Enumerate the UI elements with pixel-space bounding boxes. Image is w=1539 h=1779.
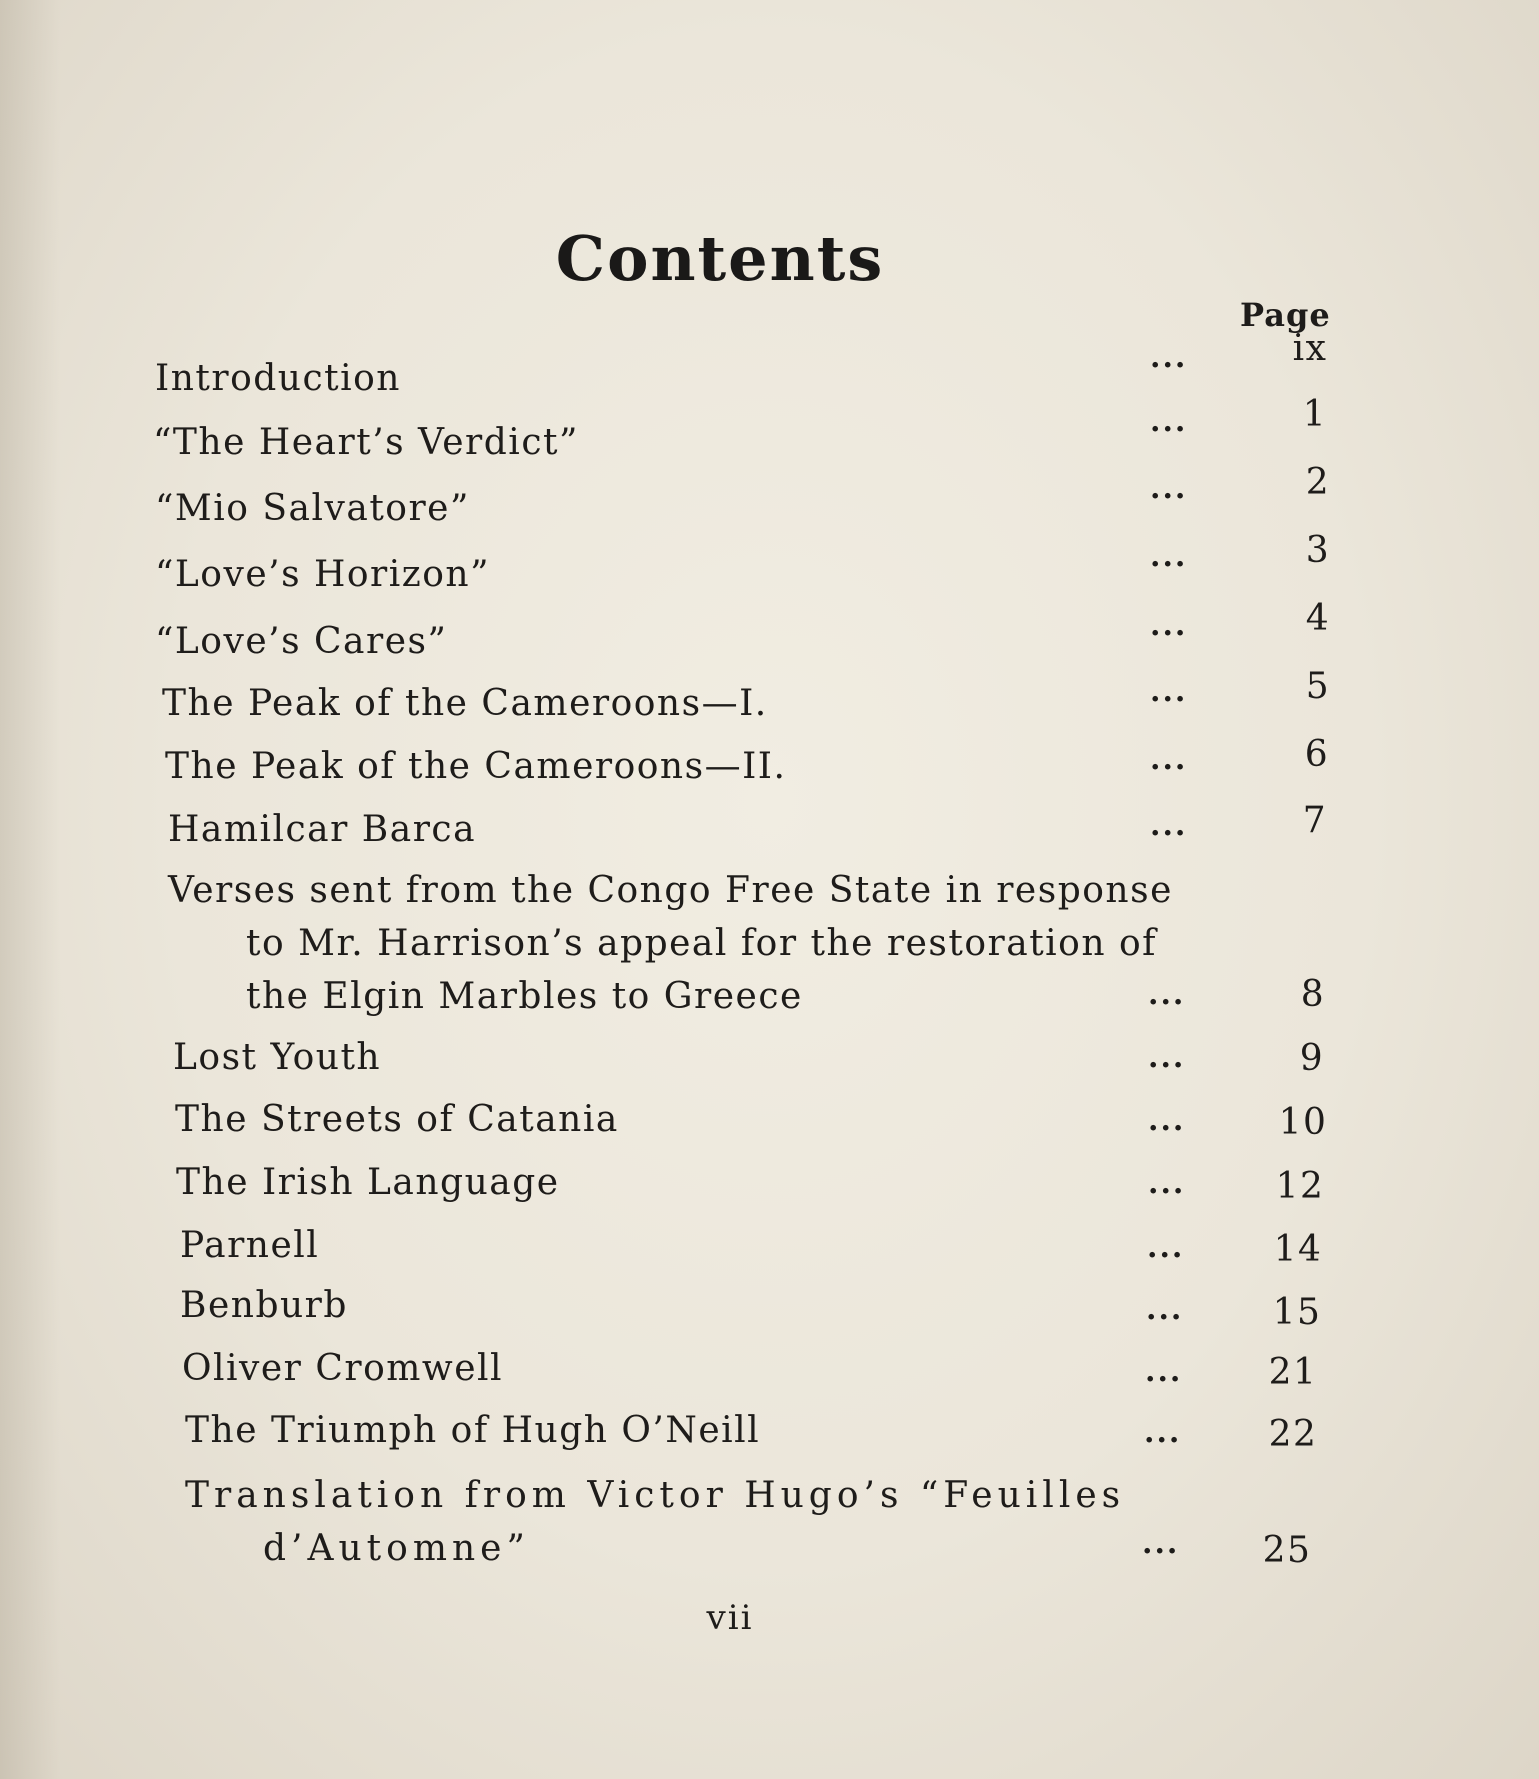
toc-entry-title-line: “Love’s Horizon” bbox=[155, 554, 491, 595]
toc-leader-dots: ... bbox=[1150, 742, 1188, 777]
toc-entry-title bbox=[168, 864, 1173, 1023]
toc-leader-dots: ... bbox=[1148, 1040, 1186, 1075]
toc-entry-title bbox=[180, 1279, 348, 1332]
toc-leader-dots: ... bbox=[1145, 1354, 1183, 1389]
toc-leader-dots: ... bbox=[1147, 1230, 1185, 1265]
toc-entry-title-line: the Elgin Marbles to Greece bbox=[246, 976, 803, 1017]
toc-page-number: 2 bbox=[1305, 462, 1331, 503]
toc-entry-title-line: Hamilcar Barca bbox=[168, 809, 477, 850]
toc-leader-dots: ... bbox=[1150, 608, 1188, 643]
toc-entry-title-line: Parnell bbox=[180, 1225, 320, 1266]
toc-page-number: 25 bbox=[1262, 1530, 1312, 1571]
toc-leader-dots: ... bbox=[1150, 539, 1188, 574]
toc-page-number: 9 bbox=[1299, 1038, 1325, 1079]
toc-leader-dots: ... bbox=[1148, 1166, 1186, 1201]
toc-entry-title-line: Lost Youth bbox=[173, 1037, 382, 1078]
toc-page-number: 5 bbox=[1305, 666, 1331, 707]
toc-entry-title bbox=[176, 1156, 560, 1209]
toc-entry-title bbox=[175, 1093, 619, 1146]
toc-entry-title-line: Benburb bbox=[180, 1285, 348, 1326]
toc-entry-title bbox=[168, 803, 476, 856]
toc-page-number: 22 bbox=[1268, 1414, 1318, 1455]
page-title: Contents bbox=[555, 222, 885, 295]
toc-page-number: 10 bbox=[1278, 1102, 1328, 1143]
toc-entry-title-line: Verses sent from the Congo Free State in response bbox=[168, 870, 1173, 911]
toc-entry-title bbox=[155, 615, 447, 668]
toc-entry-title bbox=[185, 1469, 1125, 1575]
toc-page-number: 1 bbox=[1302, 394, 1328, 435]
toc-entry-title bbox=[180, 1219, 319, 1272]
toc-entry-title bbox=[153, 416, 579, 469]
toc-leader-dots: ... bbox=[1150, 471, 1188, 506]
toc-entry-title bbox=[155, 548, 490, 601]
toc-entry-title-line: The Peak of the Cameroons—II. bbox=[165, 746, 787, 787]
toc-page-number: 14 bbox=[1273, 1229, 1323, 1270]
toc-leader-dots: ... bbox=[1142, 1526, 1180, 1561]
toc-leader-dots: ... bbox=[1150, 808, 1188, 843]
toc-entry-title-line: d’Automne” bbox=[263, 1528, 530, 1569]
toc-entry-title-line: The Streets of Catania bbox=[175, 1099, 619, 1140]
toc-entry-title-line: Translation from Victor Hugo’s “Feuilles bbox=[185, 1475, 1126, 1516]
toc-entry-title-line: The Irish Language bbox=[176, 1162, 560, 1203]
toc-entry-title bbox=[155, 352, 401, 405]
toc-page-number: 15 bbox=[1272, 1292, 1322, 1333]
toc-entry-title-line: “The Heart’s Verdict” bbox=[153, 422, 579, 463]
toc-page-number: 6 bbox=[1304, 734, 1330, 775]
toc-entry-title bbox=[173, 1031, 381, 1084]
toc-leader-dots: ... bbox=[1150, 404, 1188, 439]
toc-entry-title-line: The Peak of the Cameroons—I. bbox=[162, 683, 768, 724]
toc-page-number: 12 bbox=[1275, 1166, 1325, 1207]
toc-page-number: 3 bbox=[1305, 530, 1331, 571]
toc-entry-title-line: Oliver Cromwell bbox=[182, 1348, 504, 1389]
toc-entry-title bbox=[162, 677, 768, 730]
page-column-label: Page bbox=[1240, 296, 1331, 334]
toc-entry-title-line: The Triumph of Hugh O’Neill bbox=[185, 1410, 761, 1451]
toc-leader-dots: ... bbox=[1146, 1292, 1184, 1327]
toc-leader-dots: ... bbox=[1150, 674, 1188, 709]
toc-page-number: 8 bbox=[1300, 974, 1326, 1015]
toc-page-number: 21 bbox=[1268, 1352, 1318, 1393]
toc-page-number: 7 bbox=[1302, 800, 1328, 841]
toc-entry-title-line: to Mr. Harrison’s appeal for the restoration of bbox=[246, 923, 1157, 964]
toc-entry-title bbox=[182, 1342, 503, 1395]
page-folio: vii bbox=[706, 1598, 754, 1638]
toc-page-number: ix bbox=[1292, 328, 1328, 369]
toc-leader-dots: ... bbox=[1144, 1415, 1182, 1450]
toc-entry-title-line: “Love’s Cares” bbox=[155, 621, 448, 662]
toc-entry-title bbox=[165, 740, 786, 793]
toc-leader-dots: ... bbox=[1148, 977, 1186, 1012]
toc-entry-title-line: “Mio Salvatore” bbox=[155, 488, 470, 529]
toc-entry-title bbox=[185, 1404, 760, 1457]
toc-entry-title bbox=[155, 482, 470, 535]
toc-leader-dots: ... bbox=[1150, 340, 1188, 375]
toc-page-number: 4 bbox=[1305, 598, 1331, 639]
toc-leader-dots: ... bbox=[1148, 1103, 1186, 1138]
toc-entry-title-line: Introduction bbox=[155, 358, 401, 399]
